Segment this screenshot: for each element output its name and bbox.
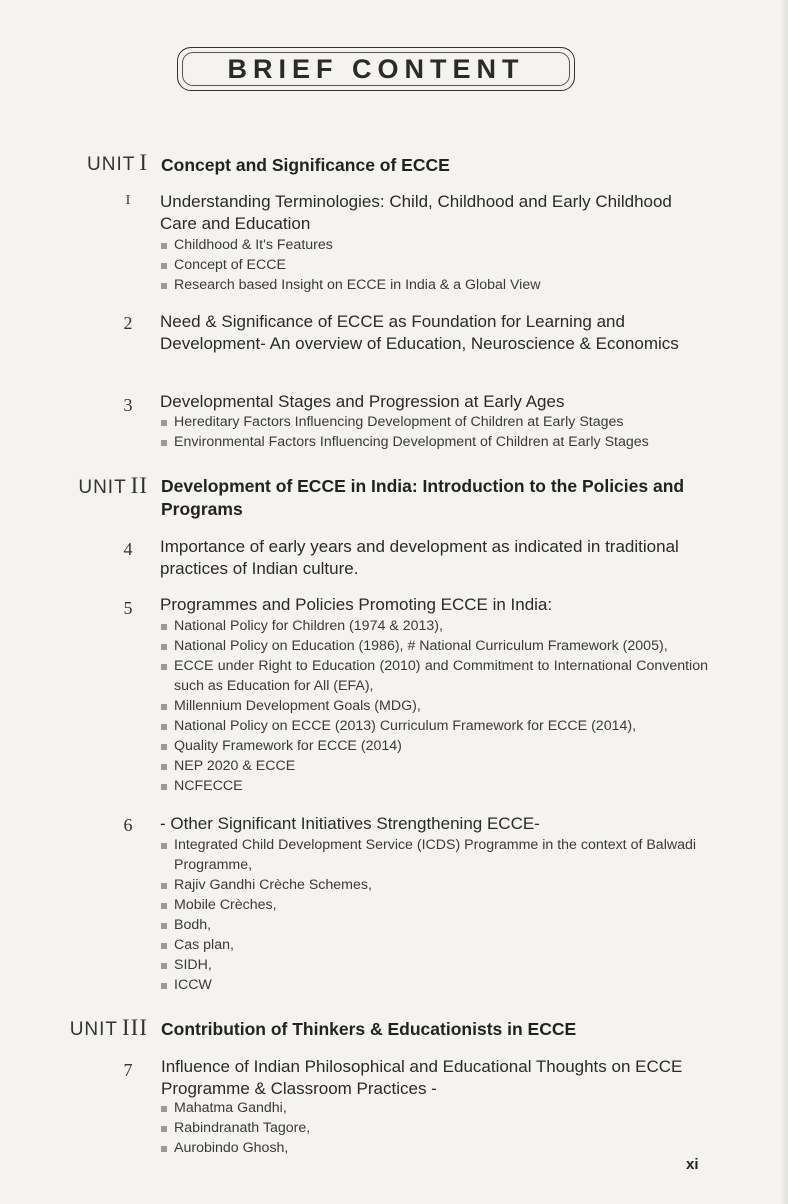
unit-word: UNIT xyxy=(87,154,136,175)
chapter-title: Programmes and Policies Promoting ECCE in India: xyxy=(160,595,553,614)
bullet-list xyxy=(160,835,708,995)
list-item: Environmental Factors Influencing Development of Children at Early Stages xyxy=(160,432,708,452)
chapter-number: 4 xyxy=(123,539,133,559)
page-number: xi xyxy=(686,1156,699,1173)
bullet-list xyxy=(160,412,708,452)
list-item: Mahatma Gandhi, xyxy=(160,1098,708,1118)
chapter-number: 3 xyxy=(123,395,133,415)
chapter-title: Developmental Stages and Progression at Early Ages xyxy=(160,392,565,411)
list-item: Concept of ECCE xyxy=(160,255,708,275)
unit-title: Contribution of Thinkers & Educationists in ECCE xyxy=(161,1019,577,1039)
chapter-number: 5 xyxy=(123,598,133,618)
unit-label xyxy=(0,473,148,499)
list-item: NCFECCE xyxy=(160,776,708,796)
chapter-title: Need & Significance of ECCE as Foundation for Learning and Development- An overview of Education, Neuroscience & Economics xyxy=(160,312,679,353)
list-item: National Policy for Children (1974 & 2013), xyxy=(160,616,708,636)
bullet-list xyxy=(160,1098,708,1158)
unit-label xyxy=(0,1015,148,1041)
unit-word: UNIT xyxy=(69,1019,119,1040)
list-item: Quality Framework for ECCE (2014) xyxy=(160,736,708,756)
list-item: Cas plan, xyxy=(160,935,708,955)
list-item: Rajiv Gandhi Crèche Schemes, xyxy=(160,875,708,895)
list-item: Bodh, xyxy=(160,915,708,935)
list-item: Integrated Child Development Service (ICDS) Programme in the context of Balwadi Programme, xyxy=(160,835,708,875)
list-item: National Policy on ECCE (2013) Curriculum Framework for ECCE (2014), xyxy=(160,716,708,736)
unit-roman: II xyxy=(130,473,148,498)
list-item: Millennium Development Goals (MDG), xyxy=(160,696,708,716)
list-item: NEP 2020 & ECCE xyxy=(160,756,708,776)
page-title: BRIEF CONTENT xyxy=(227,53,525,84)
list-item: Mobile Crèches, xyxy=(160,895,708,915)
title-frame xyxy=(177,47,575,91)
list-item: ECCE under Right to Education (2010) and Commitment to International Convention such as Education for All (EFA), xyxy=(160,656,708,696)
list-item: National Policy on Education (1986), # National Curriculum Framework (2005), xyxy=(160,636,708,656)
chapter-number: 2 xyxy=(123,313,133,333)
list-item: Research based Insight on ECCE in India & a Global View xyxy=(160,275,708,295)
list-item: Aurobindo Ghosh, xyxy=(160,1138,708,1158)
unit-title: Concept and Significance of ECCE xyxy=(161,155,450,175)
list-item: Rabindranath Tagore, xyxy=(160,1118,708,1138)
chapter-number: 6 xyxy=(123,815,133,835)
bullet-list xyxy=(160,616,708,796)
unit-label xyxy=(0,150,148,176)
bullet-list xyxy=(160,235,708,295)
list-item: Hereditary Factors Influencing Development of Children at Early Stages xyxy=(160,412,708,432)
chapter-number: 7 xyxy=(123,1060,133,1080)
list-item: Childhood & It's Features xyxy=(160,235,708,255)
chapter-number: I xyxy=(125,193,131,208)
chapter-title: - Other Significant Initiatives Strengthening ECCE- xyxy=(160,814,540,833)
chapter-title: Importance of early years and development as indicated in traditional practices of Indian culture. xyxy=(160,537,679,578)
unit-title: Development of ECCE in India: Introduction to the Policies and Programs xyxy=(161,476,685,519)
page-edge-shadow xyxy=(780,0,788,1204)
chapter-title: Influence of Indian Philosophical and Educational Thoughts on ECCE Programme & Classroom Practices - xyxy=(161,1057,683,1098)
unit-roman: III xyxy=(122,1015,148,1040)
list-item: ICCW xyxy=(160,975,708,995)
chapter-title: Understanding Terminologies: Child, Childhood and Early Childhood Care and Education xyxy=(160,192,672,233)
unit-roman: I xyxy=(139,150,148,175)
unit-word: UNIT xyxy=(78,477,127,498)
list-item: SIDH, xyxy=(160,955,708,975)
